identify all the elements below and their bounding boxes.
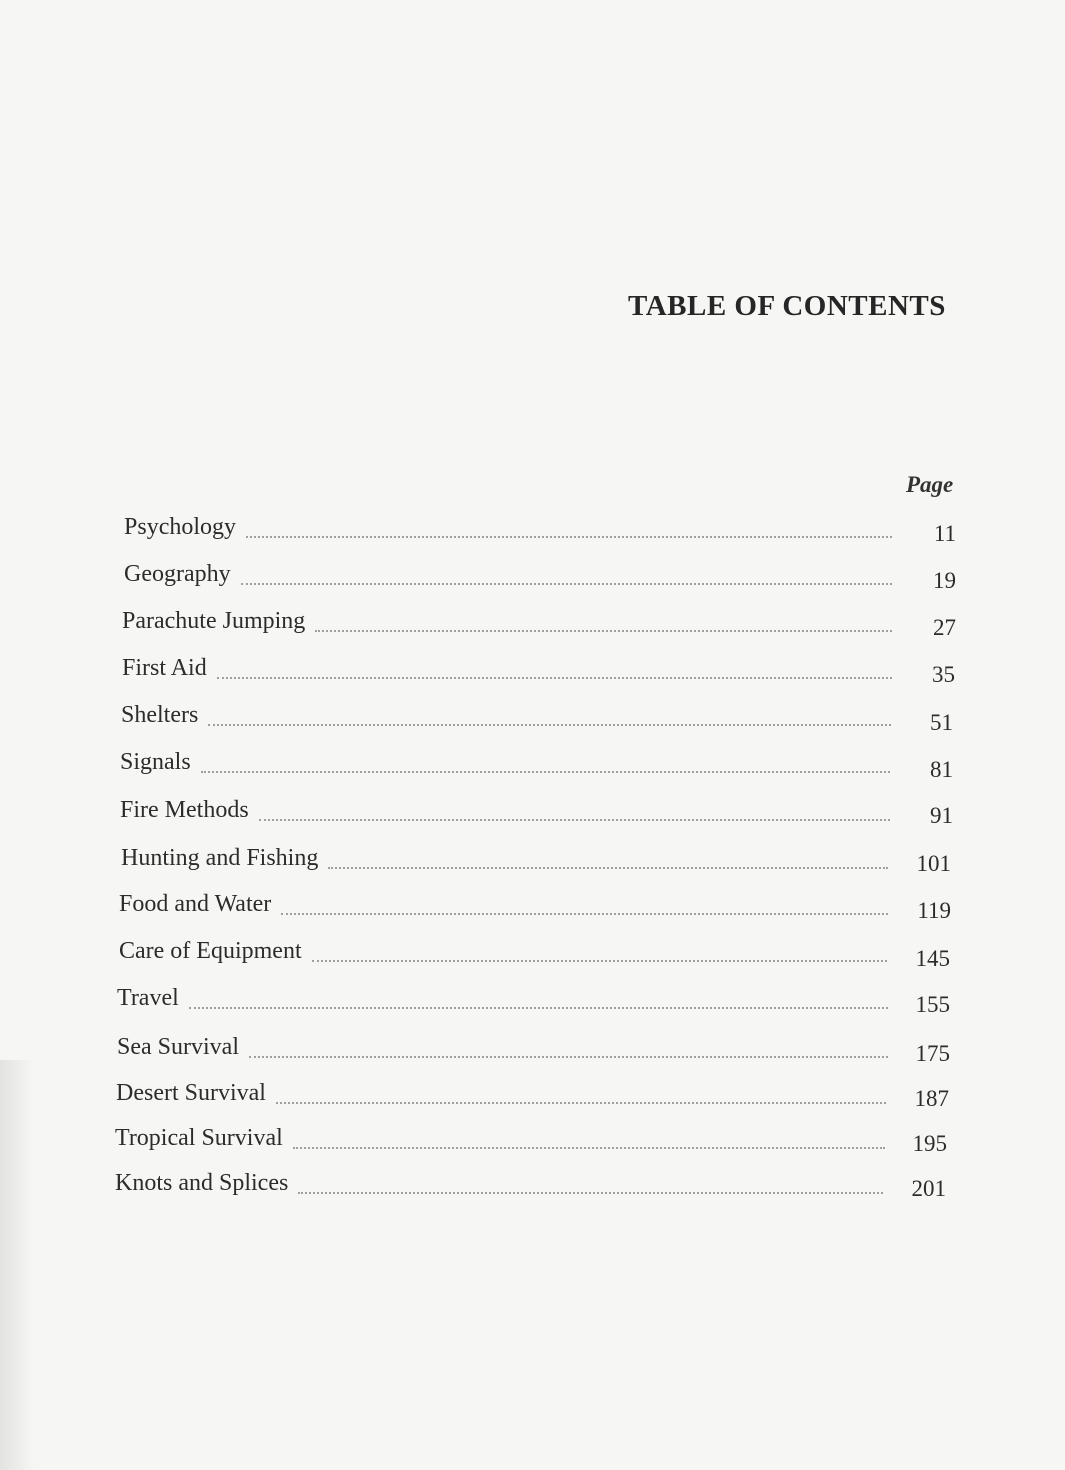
toc-entry-title: Sea Survival: [117, 1034, 239, 1060]
dot-leader: [241, 582, 892, 585]
toc-entry-title: First Aid: [122, 655, 207, 681]
toc-entry: [120, 745, 890, 775]
toc-entry-page: 81: [930, 757, 953, 782]
toc-entry: [124, 557, 892, 587]
toc-entry: [117, 1030, 888, 1060]
toc-entry: [116, 1076, 886, 1106]
page-title: TABLE OF CONTENTS: [628, 290, 946, 322]
dot-leader: [293, 1146, 885, 1149]
toc-entry-title: Knots and Splices: [115, 1170, 289, 1196]
toc-entry-page: 201: [911, 1176, 946, 1201]
toc-entry-page: 101: [916, 851, 951, 876]
toc-entry-title: Shelters: [121, 702, 199, 728]
toc-entry-title: Food and Water: [119, 891, 272, 917]
dot-leader: [281, 912, 888, 915]
toc-entry: [120, 793, 890, 823]
toc-entry-title: Signals: [120, 749, 191, 775]
toc-entry-page: 155: [915, 992, 950, 1017]
toc-entry-page: 27: [933, 615, 956, 640]
toc-entry: [117, 981, 888, 1011]
dot-leader: [217, 676, 892, 679]
toc-entry-title: Parachute Jumping: [122, 608, 306, 634]
toc-entry-page: 11: [933, 521, 956, 546]
dot-leader: [249, 1055, 888, 1058]
dot-leader: [315, 629, 892, 632]
page-column-header: Page: [906, 472, 954, 497]
dot-leader: [208, 723, 891, 726]
toc-entry-title: Psychology: [124, 514, 237, 540]
dot-leader: [259, 818, 890, 821]
toc-entry-page: 19: [933, 568, 956, 593]
dot-leader: [189, 1006, 888, 1009]
toc-entry: [122, 604, 892, 634]
toc-entry-title: Travel: [117, 985, 179, 1011]
toc-entry: [119, 934, 887, 964]
toc-entry: [121, 698, 891, 728]
toc-entry-page: 145: [915, 946, 950, 971]
toc-entry: [115, 1121, 885, 1151]
toc-entry-page: 195: [912, 1131, 947, 1156]
dot-leader: [246, 535, 892, 538]
toc-entry-title: Tropical Survival: [115, 1125, 283, 1151]
toc-entry-title: Desert Survival: [116, 1080, 266, 1106]
toc-entry-title: Care of Equipment: [119, 938, 302, 964]
dot-leader: [298, 1191, 883, 1194]
toc-entry-page: 91: [930, 803, 953, 828]
toc-entry: [124, 510, 892, 540]
toc-entry-page: 119: [917, 898, 951, 923]
toc-entry-page: 51: [930, 710, 953, 735]
toc-entry-title: Fire Methods: [120, 797, 249, 823]
toc-entry: [122, 651, 892, 681]
toc-entry: [119, 887, 888, 917]
toc-entry-title: Geography: [124, 561, 231, 587]
toc-entry-page: 187: [914, 1086, 949, 1111]
dot-leader: [312, 959, 887, 962]
toc-entry: [121, 841, 888, 871]
dot-leader: [201, 770, 890, 773]
toc-entry-title: Hunting and Fishing: [121, 845, 319, 871]
dot-leader: [328, 866, 888, 869]
toc-entry-page: 175: [915, 1041, 950, 1066]
toc-entry: [115, 1166, 883, 1196]
toc-entry-page: 35: [932, 662, 955, 687]
dot-leader: [276, 1101, 886, 1104]
